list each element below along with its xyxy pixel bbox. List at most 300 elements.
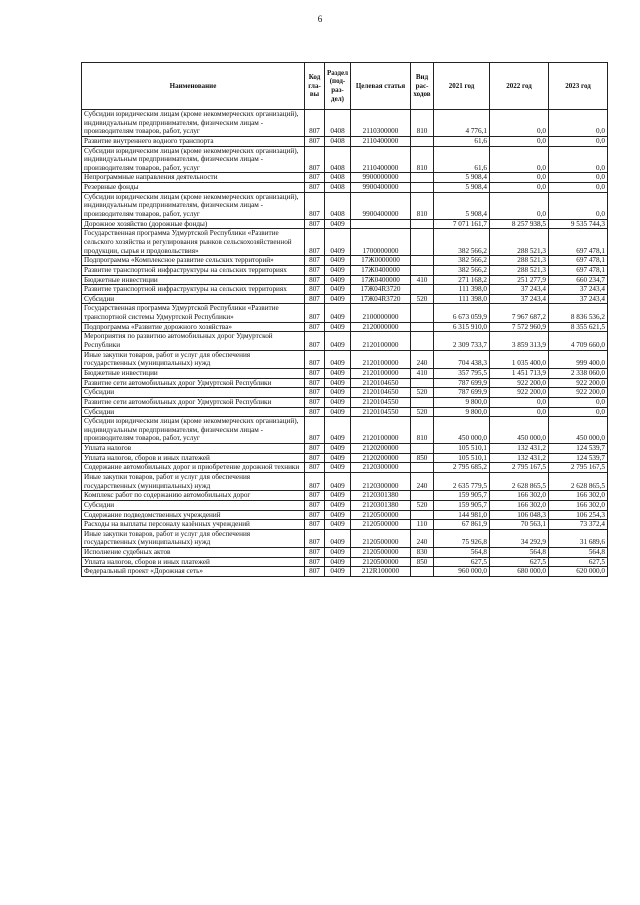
cell-vid (411, 322, 434, 332)
cell-target: 9900400000 (351, 183, 411, 193)
table-row (82, 256, 608, 266)
table-body (82, 110, 608, 577)
cell-2023: 31 689,6 (549, 529, 608, 547)
cell-name: Субсидии юридическим лицам (кроме некоммерческих организаций), индивидуальным предпринимателям, физическим лицам - производителям товаров, работ, услуг (82, 417, 305, 444)
cell-kod: 807 (305, 388, 325, 398)
cell-razdel: 0409 (325, 322, 351, 332)
table-row (82, 285, 608, 295)
cell-kod: 807 (305, 567, 325, 577)
cell-2021: 2 635 779,5 (434, 472, 490, 490)
cell-2023: 0,0 (549, 136, 608, 146)
cell-target: 2120500000 (351, 529, 411, 547)
cell-name: Дорожное хозяйство (дорожные фонды) (82, 219, 305, 229)
cell-2022: 0,0 (490, 136, 549, 146)
cell-2021: 159 905,7 (434, 491, 490, 501)
cell-name: Содержание подведомственных учреждений (82, 510, 305, 520)
table-row (82, 173, 608, 183)
cell-2023: 450 000,0 (549, 417, 608, 444)
cell-2021: 2 795 685,2 (434, 463, 490, 473)
cell-2021: 6 315 910,0 (434, 322, 490, 332)
cell-vid (411, 463, 434, 473)
cell-2023: 697 478,1 (549, 229, 608, 256)
cell-name: Развитие сети автомобильных дорог Удмуртской Республики (82, 378, 305, 388)
cell-2022: 0,0 (490, 192, 549, 219)
cell-kod: 807 (305, 491, 325, 501)
cell-name: Развитие транспортной инфраструктуры на сельских территориях (82, 285, 305, 295)
table-row (82, 510, 608, 520)
cell-kod: 807 (305, 510, 325, 520)
cell-razdel: 0409 (325, 500, 351, 510)
table-row (82, 417, 608, 444)
cell-2021: 382 566,2 (434, 229, 490, 256)
cell-razdel: 0409 (325, 378, 351, 388)
table-row (82, 350, 608, 368)
cell-razdel: 0409 (325, 285, 351, 295)
cell-vid (411, 136, 434, 146)
cell-kod: 807 (305, 219, 325, 229)
cell-2022: 0,0 (490, 110, 549, 137)
cell-2023: 37 243,4 (549, 294, 608, 304)
cell-name: Субсидии (82, 407, 305, 417)
cell-2023: 697 478,1 (549, 265, 608, 275)
cell-target: 2120104650 (351, 378, 411, 388)
header-kod: Код гла- вы (305, 63, 325, 110)
cell-2023: 166 302,0 (549, 491, 608, 501)
cell-2022: 0,0 (490, 397, 549, 407)
cell-2022: 2 628 865,5 (490, 472, 549, 490)
cell-target: 2110400000 (351, 136, 411, 146)
table-row (82, 304, 608, 322)
cell-2022: 3 859 313,9 (490, 332, 549, 350)
cell-target: 2120500000 (351, 520, 411, 530)
table-row (82, 229, 608, 256)
cell-2021: 61,6 (434, 146, 490, 173)
table-row (82, 388, 608, 398)
cell-2022: 288 521,3 (490, 265, 549, 275)
cell-razdel: 0409 (325, 510, 351, 520)
cell-kod: 807 (305, 407, 325, 417)
cell-2021: 271 168,2 (434, 275, 490, 285)
cell-kod: 807 (305, 265, 325, 275)
page-number: 6 (317, 14, 323, 24)
cell-razdel: 0409 (325, 332, 351, 350)
cell-vid: 850 (411, 557, 434, 567)
cell-name: Уплата налогов (82, 444, 305, 454)
cell-2021: 960 000,0 (434, 567, 490, 577)
cell-vid: 520 (411, 388, 434, 398)
cell-kod: 807 (305, 192, 325, 219)
table-row (82, 136, 608, 146)
cell-target: 2110400000 (351, 146, 411, 173)
cell-razdel: 0409 (325, 491, 351, 501)
cell-kod: 807 (305, 146, 325, 173)
cell-2023: 0,0 (549, 407, 608, 417)
cell-2023: 697 478,1 (549, 256, 608, 266)
table-row (82, 378, 608, 388)
budget-table (81, 62, 608, 577)
cell-kod: 807 (305, 322, 325, 332)
cell-name: Субсидии (82, 388, 305, 398)
cell-target: 2120500000 (351, 548, 411, 558)
cell-target: 2120100000 (351, 350, 411, 368)
cell-razdel: 0408 (325, 183, 351, 193)
cell-2023: 0,0 (549, 183, 608, 193)
cell-vid (411, 229, 434, 256)
cell-target: 2120301380 (351, 491, 411, 501)
cell-name: Государственная программа Удмуртской Республики «Развитие транспортной системы Удмуртской Республики» (82, 304, 305, 322)
cell-2021: 105 510,1 (434, 444, 490, 454)
cell-razdel: 0409 (325, 397, 351, 407)
cell-2021: 704 438,3 (434, 350, 490, 368)
cell-kod: 807 (305, 417, 325, 444)
cell-razdel: 0409 (325, 529, 351, 547)
cell-2022: 132 431,2 (490, 444, 549, 454)
cell-kod: 807 (305, 444, 325, 454)
cell-2023: 0,0 (549, 110, 608, 137)
cell-name: Субсидии юридическим лицам (кроме некоммерческих организаций), индивидуальным предпринимателям, физическим лицам - производителям товаров, работ, услуг (82, 110, 305, 137)
cell-name: Резервные фонды (82, 183, 305, 193)
cell-2023: 2 338 060,0 (549, 368, 608, 378)
cell-2022: 106 048,3 (490, 510, 549, 520)
cell-2023: 2 795 167,5 (549, 463, 608, 473)
cell-target: 9900000000 (351, 173, 411, 183)
cell-kod: 807 (305, 275, 325, 285)
cell-name: Мероприятия по развитию автомобильных дорог Удмуртской Республики (82, 332, 305, 350)
cell-razdel: 0409 (325, 388, 351, 398)
cell-kod: 807 (305, 304, 325, 322)
cell-target: 2120000000 (351, 322, 411, 332)
table-row (82, 219, 608, 229)
cell-2021: 9 800,0 (434, 397, 490, 407)
cell-name: Уплата налогов, сборов и иных платежей (82, 557, 305, 567)
cell-target: 2120500000 (351, 510, 411, 520)
cell-target: 2120104550 (351, 407, 411, 417)
cell-razdel: 0408 (325, 136, 351, 146)
cell-2021: 2 309 733,7 (434, 332, 490, 350)
cell-2022: 37 243,4 (490, 294, 549, 304)
cell-name: Иные закупки товаров, работ и услуг для обеспечения государственных (муниципальных) нужд (82, 529, 305, 547)
cell-kod: 807 (305, 350, 325, 368)
cell-2021: 5 908,4 (434, 192, 490, 219)
cell-target: 2120200000 (351, 453, 411, 463)
cell-name: Расходы на выплаты персоналу казённых учреждений (82, 520, 305, 530)
table-row (82, 463, 608, 473)
header-razdel: Раздел (под- раз- дел) (325, 63, 351, 110)
cell-kod: 807 (305, 500, 325, 510)
cell-2021: 382 566,2 (434, 256, 490, 266)
cell-razdel: 0409 (325, 548, 351, 558)
cell-2023: 620 000,0 (549, 567, 608, 577)
cell-2022: 288 521,3 (490, 256, 549, 266)
cell-2021: 357 795,5 (434, 368, 490, 378)
cell-target: 9900400000 (351, 192, 411, 219)
cell-vid: 520 (411, 294, 434, 304)
cell-name: Субсидии (82, 294, 305, 304)
header-target: Целевая статья (351, 63, 411, 110)
cell-2021: 787 699,9 (434, 388, 490, 398)
cell-kod: 807 (305, 110, 325, 137)
cell-target: 2120300000 (351, 463, 411, 473)
cell-vid (411, 285, 434, 295)
cell-vid (411, 378, 434, 388)
cell-2022: 288 521,3 (490, 229, 549, 256)
cell-2022: 8 257 938,5 (490, 219, 549, 229)
cell-kod: 807 (305, 183, 325, 193)
cell-2023: 922 200,0 (549, 388, 608, 398)
header-2023: 2023 год (549, 63, 608, 110)
cell-razdel: 0408 (325, 110, 351, 137)
cell-razdel: 0409 (325, 304, 351, 322)
cell-vid (411, 567, 434, 577)
cell-vid: 810 (411, 146, 434, 173)
header-name: Наименование (82, 63, 305, 110)
cell-2022: 1 035 400,0 (490, 350, 549, 368)
cell-razdel: 0409 (325, 407, 351, 417)
cell-target: 17Ж04R3720 (351, 285, 411, 295)
cell-vid: 850 (411, 453, 434, 463)
cell-2022: 627,5 (490, 557, 549, 567)
cell-2022: 251 277,9 (490, 275, 549, 285)
cell-kod: 807 (305, 463, 325, 473)
cell-2022: 166 302,0 (490, 500, 549, 510)
cell-2022: 922 200,0 (490, 378, 549, 388)
cell-2022: 0,0 (490, 146, 549, 173)
cell-vid: 410 (411, 275, 434, 285)
cell-name: Иные закупки товаров, работ и услуг для обеспечения государственных (муниципальных) нужд (82, 350, 305, 368)
cell-name: Субсидии (82, 500, 305, 510)
cell-2023: 166 302,0 (549, 500, 608, 510)
cell-kod: 807 (305, 520, 325, 530)
cell-name: Субсидии юридическим лицам (кроме некоммерческих организаций), индивидуальным предпринимателям, физическим лицам - производителям товаров, работ, услуг (82, 146, 305, 173)
cell-2021: 382 566,2 (434, 265, 490, 275)
cell-razdel: 0409 (325, 444, 351, 454)
cell-2023: 627,5 (549, 557, 608, 567)
cell-target: 2120100000 (351, 332, 411, 350)
cell-2021: 159 905,7 (434, 500, 490, 510)
header-2022: 2022 год (490, 63, 549, 110)
cell-razdel: 0409 (325, 229, 351, 256)
cell-vid: 520 (411, 407, 434, 417)
table-row (82, 192, 608, 219)
cell-2022: 450 000,0 (490, 417, 549, 444)
table-row (82, 294, 608, 304)
cell-target: 2120301380 (351, 500, 411, 510)
cell-razdel: 0408 (325, 192, 351, 219)
cell-razdel: 0409 (325, 453, 351, 463)
cell-target: 212R100000 (351, 567, 411, 577)
table-row (82, 491, 608, 501)
cell-2022: 0,0 (490, 183, 549, 193)
cell-kod: 807 (305, 397, 325, 407)
table-row (82, 265, 608, 275)
cell-2023: 73 372,4 (549, 520, 608, 530)
table-row (82, 520, 608, 530)
cell-razdel: 0409 (325, 557, 351, 567)
cell-vid (411, 256, 434, 266)
cell-2021: 564,8 (434, 548, 490, 558)
cell-target: 2120104550 (351, 397, 411, 407)
cell-2021: 111 398,0 (434, 285, 490, 295)
cell-name: Федеральный проект «Дорожная сеть» (82, 567, 305, 577)
cell-kod: 807 (305, 285, 325, 295)
table-row (82, 183, 608, 193)
table-row (82, 472, 608, 490)
cell-2022: 7 967 687,2 (490, 304, 549, 322)
cell-target: 2120200000 (351, 444, 411, 454)
cell-vid (411, 332, 434, 350)
cell-vid: 830 (411, 548, 434, 558)
cell-razdel: 0409 (325, 463, 351, 473)
cell-2023: 999 400,0 (549, 350, 608, 368)
cell-razdel: 0409 (325, 275, 351, 285)
cell-razdel: 0409 (325, 265, 351, 275)
cell-name: Иные закупки товаров, работ и услуг для обеспечения государственных (муниципальных) нужд (82, 472, 305, 490)
cell-vid: 240 (411, 472, 434, 490)
cell-2021: 627,5 (434, 557, 490, 567)
cell-2023: 0,0 (549, 397, 608, 407)
cell-name: Комплекс работ по содержанию автомобильных дорог (82, 491, 305, 501)
cell-2021: 5 908,4 (434, 173, 490, 183)
cell-razdel: 0409 (325, 472, 351, 490)
cell-name: Развитие сети автомобильных дорог Удмуртской Республики (82, 397, 305, 407)
cell-razdel: 0409 (325, 368, 351, 378)
cell-razdel: 0409 (325, 520, 351, 530)
cell-2022: 680 000,0 (490, 567, 549, 577)
cell-target: 2120100000 (351, 417, 411, 444)
cell-2022: 37 243,4 (490, 285, 549, 295)
table-row (82, 332, 608, 350)
cell-2021: 144 981,0 (434, 510, 490, 520)
cell-2021: 787 699,9 (434, 378, 490, 388)
cell-2021: 61,6 (434, 136, 490, 146)
cell-2022: 7 572 960,9 (490, 322, 549, 332)
cell-2023: 37 243,4 (549, 285, 608, 295)
cell-vid: 240 (411, 529, 434, 547)
table-row (82, 397, 608, 407)
cell-vid: 810 (411, 110, 434, 137)
cell-2022: 34 292,9 (490, 529, 549, 547)
cell-2023: 660 234,7 (549, 275, 608, 285)
cell-vid: 810 (411, 417, 434, 444)
cell-target: 17Ж0400000 (351, 275, 411, 285)
cell-2023: 124 539,7 (549, 444, 608, 454)
cell-vid: 240 (411, 350, 434, 368)
cell-2021: 75 926,8 (434, 529, 490, 547)
cell-target: 17Ж04R3720 (351, 294, 411, 304)
cell-name: Бюджетные инвестиции (82, 368, 305, 378)
header-2021: 2021 год (434, 63, 490, 110)
cell-target: 2120500000 (351, 557, 411, 567)
cell-kod: 807 (305, 229, 325, 256)
cell-razdel: 0409 (325, 417, 351, 444)
cell-target: 2120300000 (351, 472, 411, 490)
cell-2021: 5 908,4 (434, 183, 490, 193)
cell-2021: 7 071 161,7 (434, 219, 490, 229)
cell-vid: 410 (411, 368, 434, 378)
cell-vid (411, 173, 434, 183)
cell-2023: 9 535 744,3 (549, 219, 608, 229)
cell-2021: 4 776,1 (434, 110, 490, 137)
header-vid: Вид рас- ходов (411, 63, 434, 110)
cell-2021: 111 398,0 (434, 294, 490, 304)
cell-2023: 922 200,0 (549, 378, 608, 388)
cell-razdel: 0409 (325, 350, 351, 368)
cell-vid: 520 (411, 500, 434, 510)
cell-2022: 564,8 (490, 548, 549, 558)
cell-2023: 0,0 (549, 173, 608, 183)
cell-kod: 807 (305, 332, 325, 350)
cell-kod: 807 (305, 548, 325, 558)
cell-2021: 67 861,9 (434, 520, 490, 530)
cell-target: 17Ж0000000 (351, 256, 411, 266)
cell-vid (411, 491, 434, 501)
cell-2021: 105 510,1 (434, 453, 490, 463)
cell-target: 2120100000 (351, 368, 411, 378)
cell-target: 1700000000 (351, 229, 411, 256)
cell-name: Исполнение судебных актов (82, 548, 305, 558)
cell-target: 17Ж0400000 (351, 265, 411, 275)
cell-2023: 2 628 865,5 (549, 472, 608, 490)
cell-vid (411, 183, 434, 193)
cell-2023: 8 355 621,5 (549, 322, 608, 332)
cell-vid (411, 510, 434, 520)
table-row (82, 146, 608, 173)
cell-2022: 922 200,0 (490, 388, 549, 398)
table-row (82, 407, 608, 417)
cell-2021: 9 800,0 (434, 407, 490, 417)
cell-vid (411, 304, 434, 322)
cell-vid (411, 219, 434, 229)
cell-razdel: 0409 (325, 256, 351, 266)
cell-target: 2100000000 (351, 304, 411, 322)
table-row (82, 548, 608, 558)
cell-name: Развитие транспортной инфраструктуры на сельских территориях (82, 265, 305, 275)
table-row (82, 529, 608, 547)
cell-name: Содержание автомобильных дорог и приобретение дорожной техники (82, 463, 305, 473)
cell-kod: 807 (305, 453, 325, 463)
cell-2023: 106 254,3 (549, 510, 608, 520)
cell-razdel: 0409 (325, 219, 351, 229)
cell-2023: 8 836 536,2 (549, 304, 608, 322)
table-row (82, 567, 608, 577)
cell-2022: 1 451 713,9 (490, 368, 549, 378)
cell-razdel: 0408 (325, 146, 351, 173)
table-row (82, 500, 608, 510)
cell-2022: 2 795 167,5 (490, 463, 549, 473)
cell-2023: 124 539,7 (549, 453, 608, 463)
cell-vid (411, 397, 434, 407)
cell-name: Государственная программа Удмуртской Республики «Развитие сельского хозяйства и регулирования рынков сельскохозяйственной продукции, сырья и продовольствия» (82, 229, 305, 256)
cell-name: Подпрограмма «Комплексное развитие сельских территорий» (82, 256, 305, 266)
cell-razdel: 0409 (325, 567, 351, 577)
cell-name: Подпрограмма «Развитие дорожного хозяйства» (82, 322, 305, 332)
table-row (82, 444, 608, 454)
cell-2022: 166 302,0 (490, 491, 549, 501)
cell-2022: 132 431,2 (490, 453, 549, 463)
table-row (82, 453, 608, 463)
cell-razdel: 0408 (325, 173, 351, 183)
cell-razdel: 0409 (325, 294, 351, 304)
cell-2023: 4 709 660,0 (549, 332, 608, 350)
cell-kod: 807 (305, 368, 325, 378)
table-row (82, 275, 608, 285)
cell-name: Бюджетные инвестиции (82, 275, 305, 285)
cell-vid (411, 444, 434, 454)
cell-2022: 0,0 (490, 173, 549, 183)
cell-kod: 807 (305, 294, 325, 304)
cell-name: Непрограммные направления деятельности (82, 173, 305, 183)
cell-2021: 6 673 059,9 (434, 304, 490, 322)
